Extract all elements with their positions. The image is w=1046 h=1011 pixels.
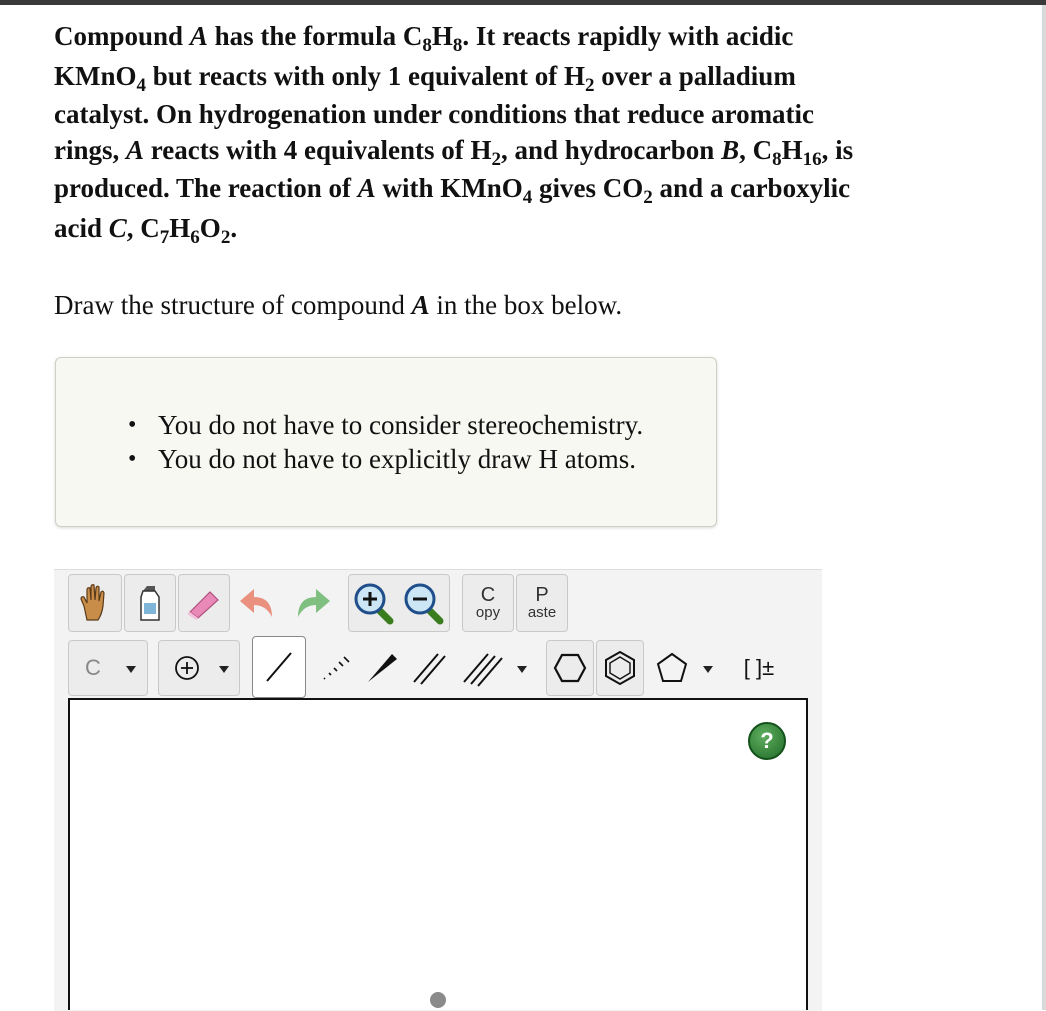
copy-label-bottom: opy <box>475 604 501 621</box>
hint-item: • You do not have to consider stereochemistry. <box>158 408 643 442</box>
hint-box <box>55 357 717 527</box>
redo-icon <box>290 583 334 623</box>
eraser-icon <box>184 586 224 620</box>
hashed-bond-icon <box>316 650 352 686</box>
chevron-down-icon <box>703 666 713 673</box>
charge-button[interactable] <box>158 640 240 696</box>
zoom-out-icon[interactable] <box>406 585 440 621</box>
drawing-canvas[interactable] <box>68 698 808 1010</box>
chevron-down-icon <box>517 666 527 673</box>
paste-button[interactable] <box>516 574 568 632</box>
hand-tool-button[interactable] <box>68 574 122 632</box>
zoom-group <box>348 574 450 632</box>
undo-icon <box>236 583 280 623</box>
wedge-bond-button[interactable] <box>362 640 402 696</box>
triple-bond-button[interactable] <box>458 640 538 696</box>
atom-label: C <box>85 655 101 680</box>
cyclopentane-icon <box>655 651 689 685</box>
copy-label-top: C <box>480 584 496 606</box>
redo-button[interactable] <box>286 574 338 632</box>
cyclohexane-icon <box>553 651 587 685</box>
bracket-label: [ ]± <box>743 655 775 680</box>
wedge-bond-icon <box>364 650 400 686</box>
benzene-button[interactable] <box>596 640 644 696</box>
question-text: Compound A has the formula $C_8H_8$. It reacts rapidly with acidic KMnO$_4$ but reacts with only 1 equivalent of $H_2$ over a palladium catalyst. On hydrogenation under conditions that reduce aromatic rings, A reacts with 4 equivalents of $H_2$, and hydrocarbon B, $C_8H_{16}$, is produced. The reaction of A with KMnO$_4$ gives $CO_2$ and a carboxylic acid C, $C_7H_6O_2$. <box>54 21 854 248</box>
single-bond-button[interactable] <box>252 636 306 698</box>
hashed-bond-button[interactable] <box>308 640 360 696</box>
zoom-icons <box>350 579 448 627</box>
triple-bond-icon <box>461 648 505 688</box>
help-button[interactable]: ? <box>748 722 786 760</box>
single-bond-icon <box>261 649 297 685</box>
zoom-in-icon[interactable] <box>356 585 390 621</box>
instruction-text: Draw the structure of compound A in the box below. <box>54 290 623 320</box>
hand-icon <box>78 584 112 622</box>
double-bond-icon <box>410 648 450 688</box>
canvas-resize-handle[interactable] <box>430 992 446 1008</box>
template-bracket-button[interactable] <box>732 640 786 696</box>
double-bond-button[interactable] <box>404 640 456 696</box>
window-top-bar <box>0 0 1046 5</box>
chevron-down-icon <box>219 666 229 673</box>
atom-select-button[interactable] <box>68 640 148 696</box>
undo-button[interactable] <box>232 574 284 632</box>
paste-label-bottom: aste <box>527 604 557 621</box>
copy-button[interactable] <box>462 574 514 632</box>
scrollbar-track[interactable] <box>1042 5 1046 1010</box>
erase-bottle-icon <box>135 583 165 623</box>
cyclohexane-button[interactable] <box>546 640 594 696</box>
erase-all-button[interactable] <box>124 574 176 632</box>
hint-item: • You do not have to explicitly draw H atoms. <box>158 442 643 476</box>
eraser-button[interactable] <box>178 574 230 632</box>
charge-icon <box>173 654 201 682</box>
chevron-down-icon <box>126 666 136 673</box>
paste-label-top: P <box>535 584 549 606</box>
cyclopentane-button[interactable] <box>646 640 722 696</box>
benzene-icon <box>602 650 638 686</box>
